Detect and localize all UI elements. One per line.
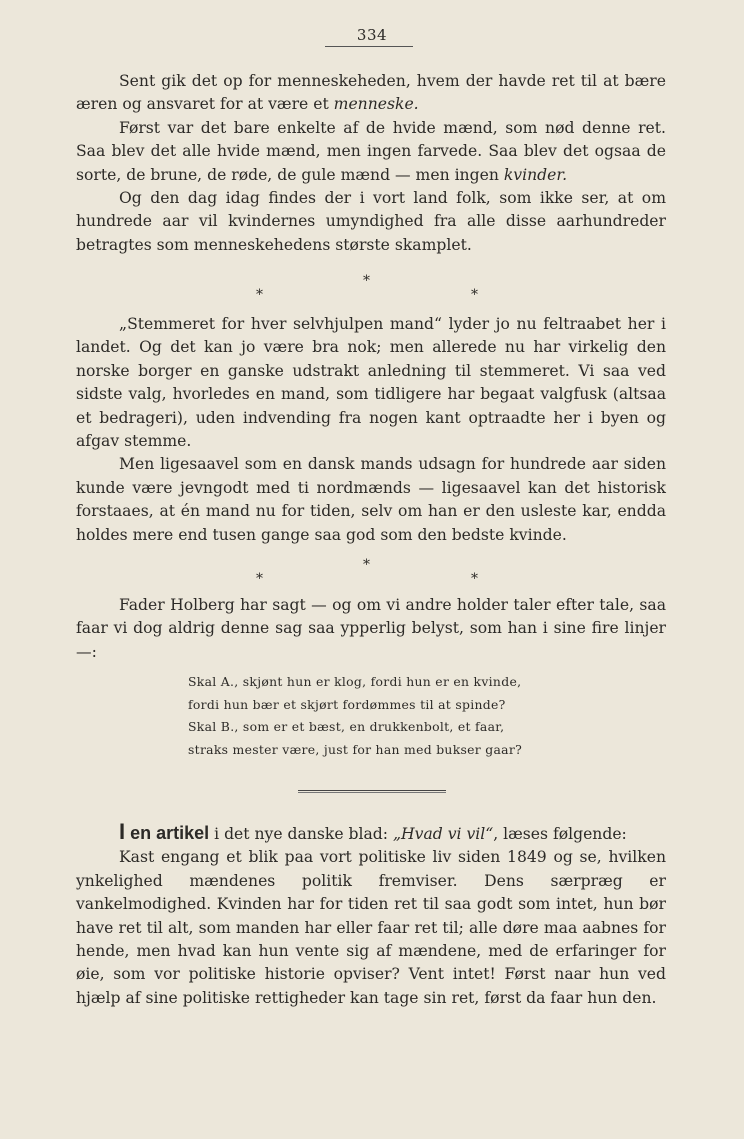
section-4 — [76, 820, 666, 1010]
asterism-star: * — [471, 571, 478, 587]
paragraph — [76, 820, 666, 846]
section-1 — [76, 70, 666, 257]
verse-line: straks mester være, just for han med bukser gaar? — [188, 741, 523, 757]
asterism-star: * — [363, 557, 370, 573]
verse-line: Skal A., skjønt hun er klog, fordi hun er en kvinde, — [188, 674, 522, 689]
page-number: 334 — [356, 26, 388, 44]
paragraph: Og den dag idag findes der i vort land folk, som ikke ser, at om hundrede aar vil kvindernes umyndighed fra alle disse aarhundreder betragtes som menneskehedens største skamplet. — [76, 189, 666, 254]
section-rule — [298, 790, 446, 791]
asterism-star: * — [363, 273, 370, 289]
section-2 — [76, 313, 666, 547]
asterism-1 — [76, 270, 666, 314]
emphasis: kvinder. — [503, 165, 568, 184]
cited-title: „Hvad vi vil“ — [392, 825, 494, 843]
text-span: , læses følgende: — [493, 825, 627, 843]
asterism-star: * — [256, 571, 263, 587]
text-span: i det nye danske blad: — [209, 825, 393, 843]
section-3 — [76, 594, 666, 664]
asterism-star: * — [256, 287, 263, 303]
asterism-2 — [76, 554, 666, 598]
paragraph: „Stemmeret for hver selvhjulpen mand“ lyder jo nu feltraabet her i landet. Og det kan jo være bra nok; men allerede nu har virkelig den norske borger en ganske udstrakt anledning til stemmeret. Vi saa ved sidste valg, hvorledes en mand, som tidligere har begaat valgfusk (altsaa et bedrageri), uden indvending fra nogen kant optraadte her i byen og afgav stemme. — [76, 315, 666, 451]
verse-quote — [188, 671, 568, 761]
section-rule — [298, 792, 446, 793]
text-span: Først var det bare enkelte af de hvide mænd, som nød denne ret. Saa blev det alle hvide mænd, men ingen farvede. Saa blev det ogsaa de sorte, de brune, de røde, de gule mænd — men ingen — [76, 118, 666, 184]
emphasis: menneske. — [333, 95, 419, 114]
asterism-star: * — [471, 287, 478, 303]
lead-text: en artikel — [125, 823, 210, 843]
lead-in — [119, 819, 210, 844]
paragraph — [76, 117, 666, 187]
paragraph — [76, 70, 666, 117]
verse-line: Skal B., som er et bæst, en drukkenbolt, et faar, — [188, 719, 505, 735]
lead-initial: I — [119, 819, 126, 844]
verse-line: fordi hun bær et skjørt fordømmes til at spinde? — [188, 696, 506, 712]
paragraph: Men ligesaavel som en dansk mands udsagn for hundrede aar siden kunde være jevngodt med ti nordmænds — ligesaavel kan det historisk forstaaes, at én mand nu for tiden, selv om han er den usleste kar, endda holdes mere end tusen gange saa god som den bedste kvinde. — [76, 455, 666, 544]
paragraph: Kast engang et blik paa vort politiske liv siden 1849 og se, hvilken ynkelighed mændenes politik fremviser. Dens særpræg er vankelmodighed. Kvinden har for tiden ret til saa godt som intet, hun bør have ret til alt, som manden har eller faar ret til; alle døre maa aabnes for hende, men hvad kan hun vente sig af mændene, med de erfaringer for øie, som vor politiske historie opviser? Vent intet! Først naar hun ved hjælp af sine politiske rettigheder kan tage sin ret, først da faar hun den. — [76, 848, 666, 1007]
paragraph: Fader Holberg har sagt — og om vi andre holder taler efter tale, saa faar vi dog aldrig denne sag saa ypperlig belyst, som han i sine fire linjer —: — [76, 596, 666, 661]
text-span: Sent gik det op for menneskeheden, hvem der havde ret til at bære æren og ansvaret for at være et — [76, 72, 666, 114]
header-rule — [325, 46, 413, 47]
